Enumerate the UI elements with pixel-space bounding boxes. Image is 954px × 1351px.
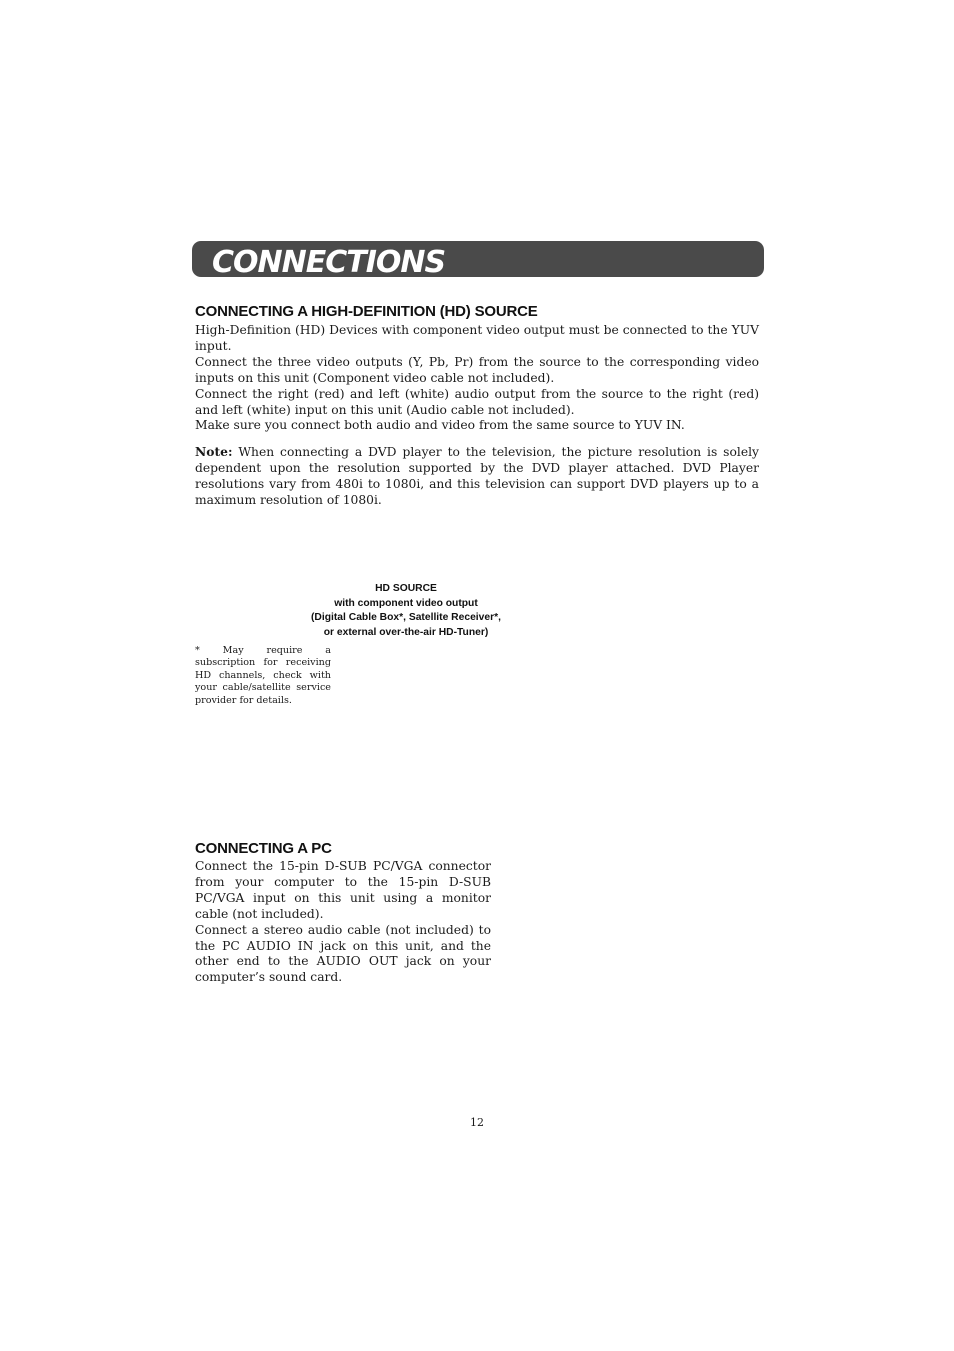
pc-paragraph: Connect a stereo audio cable (not included) to the PC AUDIO IN jack on this unit, and the other end to the AUDIO OUT jack on your computer’s sound card. [195, 922, 491, 985]
dvd-note [195, 444, 759, 508]
hd-paragraph: Connect the three video outputs (Y, Pb, Pr) from the source to the corresponding video inputs on this unit (Component video cable not included). [195, 354, 759, 385]
subscription-footnote: * May require a subscription for receiving HD channels, check with your cable/satellite service provider for details. [195, 645, 331, 706]
hd-source-heading: CONNECTING A HIGH-DEFINITION (HD) SOURCE [195, 303, 538, 320]
caption-line: (Digital Cable Box*, Satellite Receiver*, [311, 612, 501, 623]
caption-line: HD SOURCE [375, 583, 437, 594]
pc-paragraph: Connect the 15-pin D-SUB PC/VGA connector from your computer to the 15-pin D-SUB PC/VGA input on this unit using a monitor cable (not included). [195, 859, 491, 921]
note-label: Note: [195, 444, 233, 459]
caption-line: or external over-the-air HD-Tuner) [323, 626, 489, 638]
hd-paragraph: Make sure you connect both audio and video from the same source to YUV IN. [195, 418, 685, 433]
hd-paragraph: Connect the right (red) and left (white) audio output from the source to the right (red) and left (white) input on this unit (Audio cable not included). [195, 386, 759, 417]
page-number: 12 [470, 1116, 484, 1129]
pc-body [195, 859, 491, 986]
caption-line: with component video output [334, 597, 478, 609]
hd-source-diagram-caption [296, 582, 516, 640]
hd-paragraph: High-Definition (HD) Devices with component video output must be connected to the YUV input. [195, 323, 759, 353]
page-title: CONNECTIONS [212, 245, 446, 280]
note-text: When connecting a DVD player to the television, the picture resolution is solely dependent upon the resolution supported by the DVD player attached. DVD Player resolutions vary from 480i to 1080i, and this television can support DVD players up to a maximum resolution of 1080i. [195, 445, 759, 507]
page-title-banner [192, 241, 764, 280]
hd-source-body [195, 323, 759, 434]
pc-heading: CONNECTING A PC [195, 840, 332, 857]
